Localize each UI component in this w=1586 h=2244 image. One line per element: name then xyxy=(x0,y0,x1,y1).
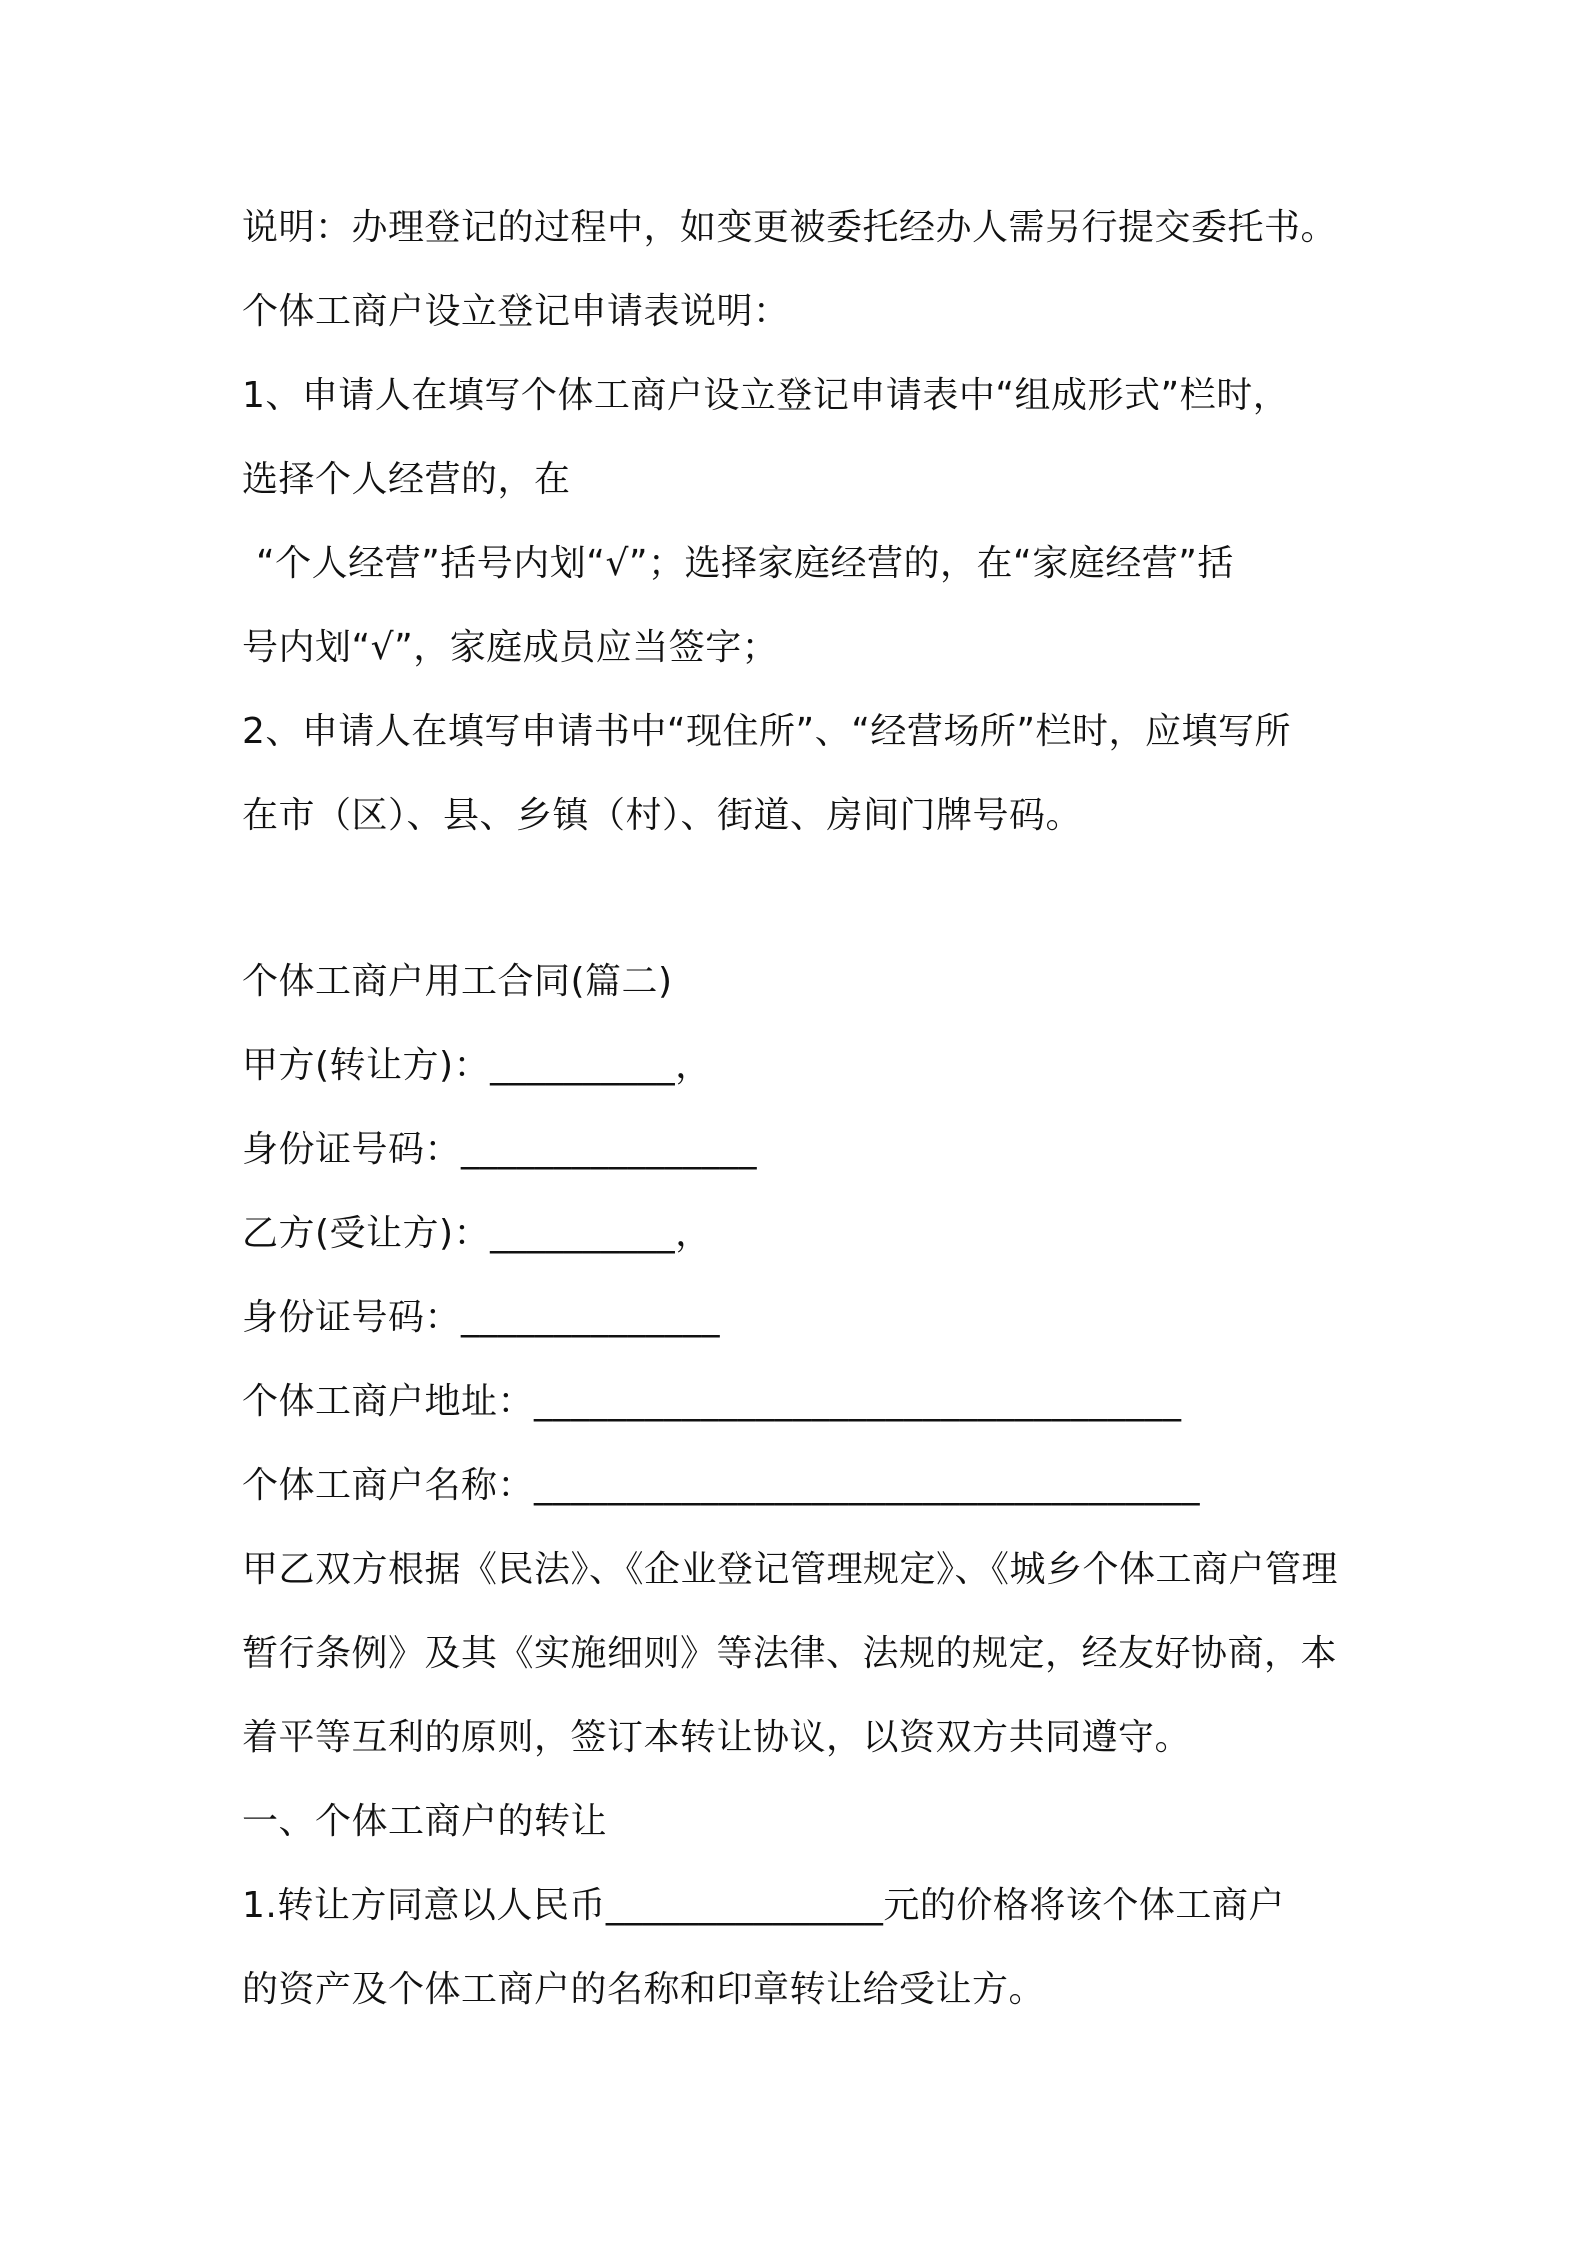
paragraph-line: 1、申请人在填写个体工商户设立登记申请表中“组成形式”栏时， xyxy=(242,375,1290,416)
paragraph-line: 号内划“√”，家庭成员应当签字； xyxy=(242,627,779,668)
clause-line: 1.转让方同意以人民币_______________元的价格将该个体工商户 xyxy=(242,1885,1285,1926)
business-address-field: 个体工商户地址：___________________________________ xyxy=(242,1381,1182,1422)
paragraph-line: 2、申请人在填写申请书中“现住所”、“经营场所”栏时，应填写所 xyxy=(242,711,1292,752)
paragraph-line: 着平等互利的原则，签订本转让协议，以资双方共同遵守。 xyxy=(242,1717,1192,1758)
paragraph-line: 选择个人经营的，在 xyxy=(242,459,571,500)
paragraph-line: 暂行条例》及其《实施细则》等法律、法规的规定，经友好协商，本 xyxy=(242,1633,1338,1674)
paragraph-line: “个人经营”括号内划“√”；选择家庭经营的，在“家庭经营”括 xyxy=(256,543,1234,584)
business-name-field: 个体工商户名称：____________________________________ xyxy=(242,1465,1201,1506)
party-b-field: 乙方(受让方)：__________， xyxy=(242,1213,712,1254)
note-line: 说明：办理登记的过程中，如变更被委托经办人需另行提交委托书。 xyxy=(242,207,1338,248)
clause-line: 的资产及个体工商户的名称和印章转让给受让方。 xyxy=(242,1969,1046,2010)
party-a-field: 甲方(转让方)：__________， xyxy=(242,1045,712,1086)
paragraph-line: 在市（区）、县、乡镇（村）、街道、房间门牌号码。 xyxy=(242,795,1083,836)
party-a-id-field: 身份证号码：________________ xyxy=(242,1129,758,1170)
section-heading: 个体工商户设立登记申请表说明： xyxy=(242,291,790,332)
document-title: 个体工商户用工合同(篇二) xyxy=(242,961,673,1002)
party-b-id-field: 身份证号码：______________ xyxy=(242,1297,721,1338)
paragraph-line: 甲乙双方根据《民法》、《企业登记管理规定》、《城乡个体工商户管理 xyxy=(242,1549,1339,1590)
clause-heading: 一、个体工商户的转让 xyxy=(242,1801,608,1842)
